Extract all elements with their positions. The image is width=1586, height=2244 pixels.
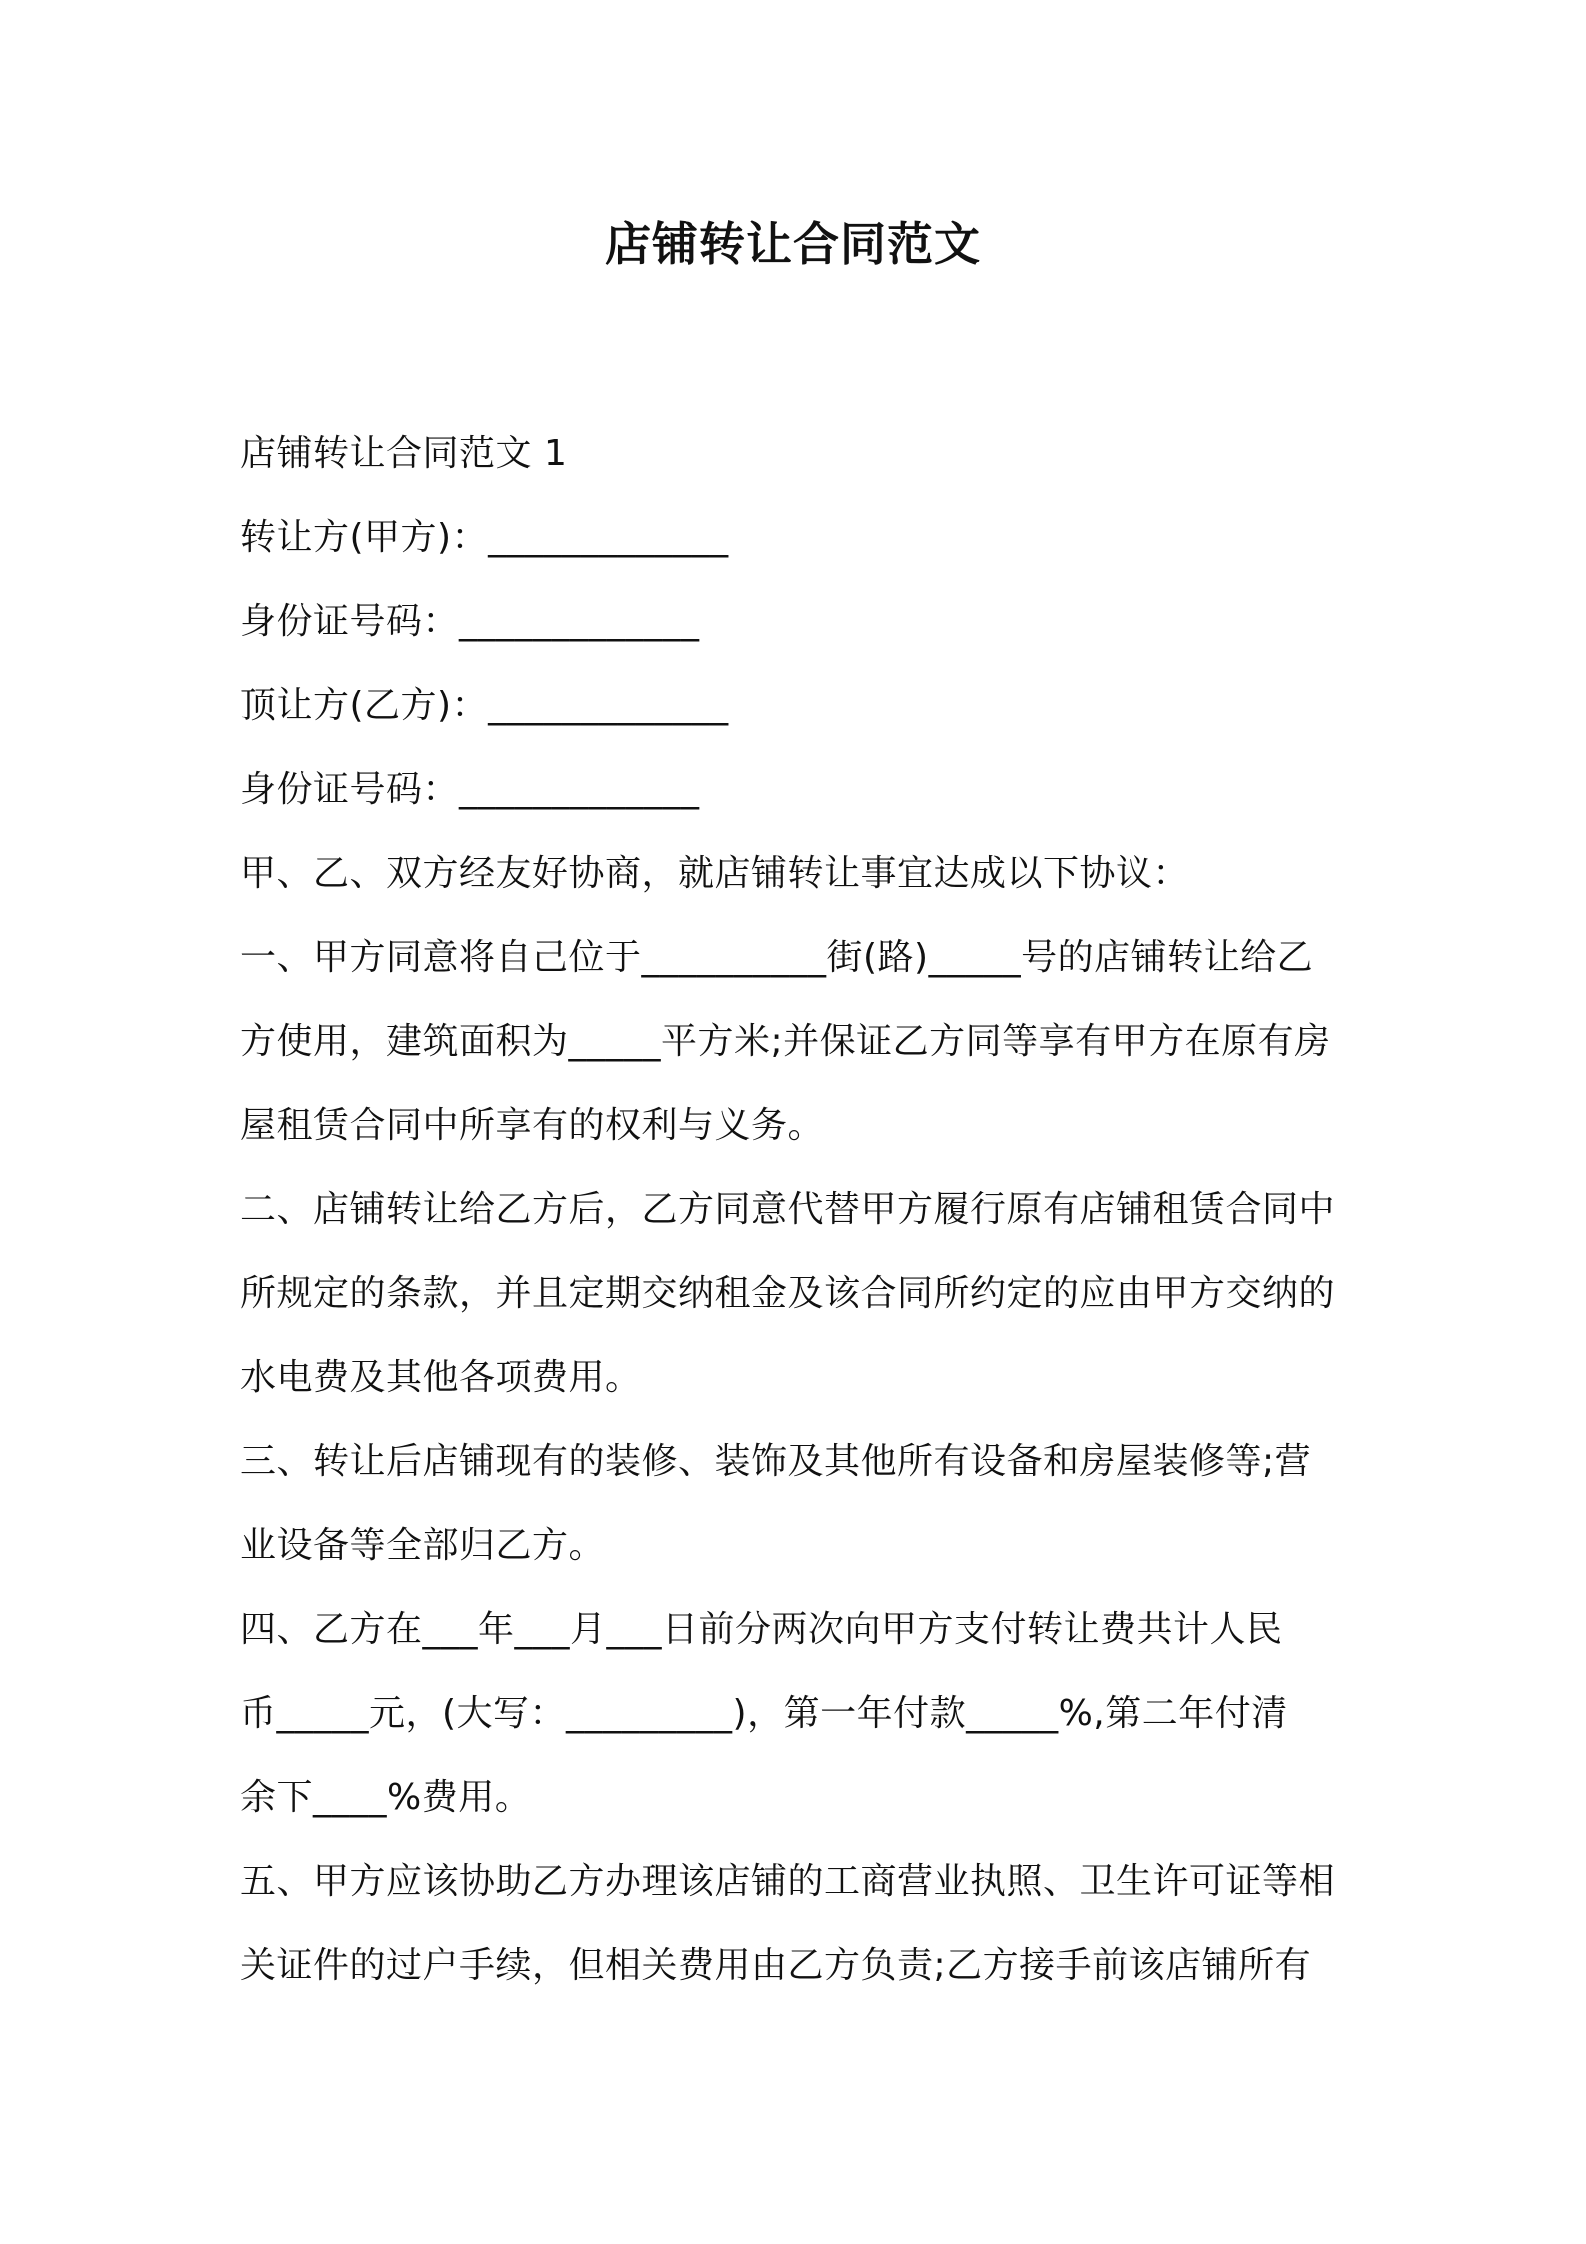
clause-3-line-2: 业设备等全部归乙方。 [240,1525,606,1566]
clause-3-line-1: 三、转让后店铺现有的装修、装饰及其他所有设备和房屋装修等;营 [240,1441,1312,1482]
clause-2-line-2: 所规定的条款，并且定期交纳租金及该合同所约定的应由甲方交纳的 [240,1273,1336,1314]
clause-5-line-2: 关证件的过户手续，但相关费用由乙方负责;乙方接手前该店铺所有 [240,1945,1312,1986]
clause-5-line-1: 五、甲方应该协助乙方办理该店铺的工商营业执照、卫生许可证等相 [240,1861,1336,1902]
clause-4-line-3: 余下____%费用。 [240,1777,532,1818]
clause-2-line-1: 二、店铺转让给乙方后，乙方同意代替甲方履行原有店铺租赁合同中 [240,1189,1336,1230]
clause-4-line-1: 四、乙方在___年___月___日前分两次向甲方支付转让费共计人民 [240,1609,1283,1650]
transferor-field: 转让方(甲方)：_____________ [240,517,729,558]
transferee-id-field: 身份证号码：_____________ [240,769,700,810]
clause-4-line-2: 币_____元，(大写：_________)，第一年付款_____%,第二年付清 [240,1693,1288,1734]
agreement-intro: 甲、乙、双方经友好协商，就店铺转让事宜达成以下协议： [240,853,1190,894]
transferor-id-field: 身份证号码：_____________ [240,601,700,642]
document-title: 店铺转让合同范文 [605,217,981,271]
document-body [240,412,1352,2008]
transferee-field: 顶让方(乙方)：_____________ [240,685,729,726]
clause-2-line-3: 水电费及其他各项费用。 [240,1357,642,1398]
clause-1-line-3: 屋租赁合同中所享有的权利与义务。 [240,1105,825,1146]
clause-1-line-1: 一、甲方同意将自己位于__________街(路)_____号的店铺转让给乙 [240,937,1314,978]
clause-1-line-2: 方使用，建筑面积为_____平方米;并保证乙方同等享有甲方在原有房 [240,1021,1331,1062]
section-heading: 店铺转让合同范文 1 [240,433,568,474]
